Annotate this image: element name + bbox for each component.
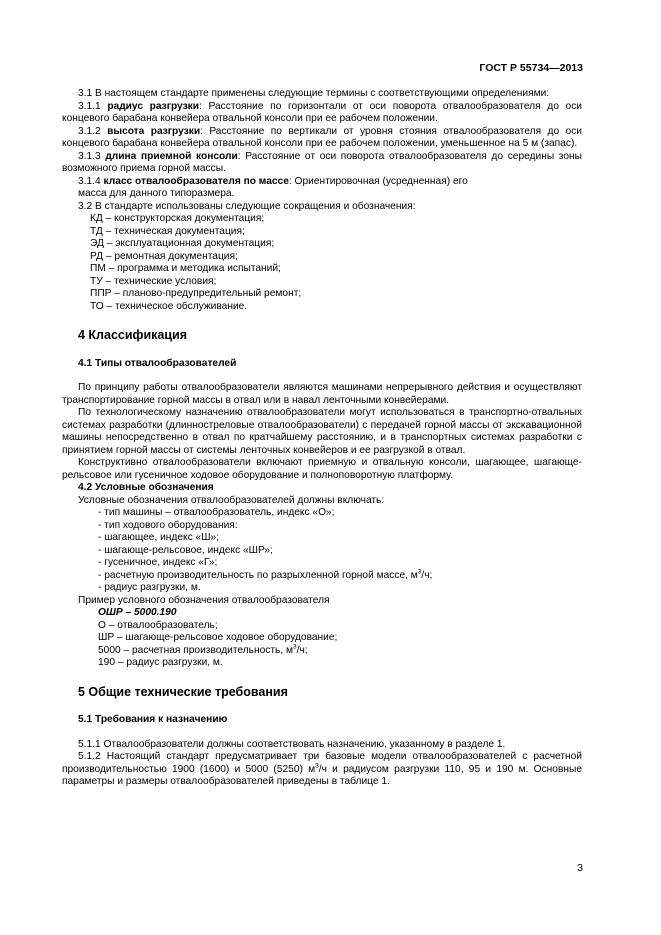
- document-id: ГОСТ Р 55734—2013: [479, 62, 583, 74]
- capacity-text: - расчетную производительность по разрыхленной горной массе, м: [98, 569, 418, 581]
- section-5-1-heading: 5.1 Требования к назначению: [78, 714, 228, 725]
- paragraph-5-1-1: 5.1.1 Отвалообразователи должны соответствовать назначению, указанному в разделе 1.: [78, 738, 506, 750]
- paragraph-text: 5.1.2 Настоящий стандарт предусматривает три базовые модели отвалообразователей с расчетной производительностью 1900 (1600) и 5000 (5250) м: [62, 751, 582, 775]
- paragraph-4-2-intro: Условные обозначения отвалообразователей должны включать:: [78, 494, 385, 506]
- example-item: О – отвалообразователь;: [98, 619, 218, 631]
- term-3-1-4: [62, 176, 582, 189]
- term-3-1-3: [62, 151, 582, 176]
- section-5-heading: 5 Общие технические требования: [78, 684, 288, 699]
- term-name: радиус разгрузки: [107, 100, 200, 112]
- designation-item-capacity: [98, 570, 582, 583]
- term-definition: : Расстояние по горизонтали от оси поворота отвалообразователя до оси концевого барабана конвейера отвальной консоли при ее рабочем положении.: [62, 100, 582, 124]
- abbreviation-item: КД – конструкторская документация;: [90, 213, 265, 224]
- paragraph-4-1-b: По технологическому назначению отвалообразователи могут использоваться в транспортно-отвальных системах разработки (длинностреловые отвалообразователи) с передачей горной массы от экскавационной машины непосредственно в отвал по кратчайшему расстоянию, и в транспортных системах разработки с принятием горной массы от системы ленточных конвейеров и ее разгрузкой в отвал.: [62, 407, 582, 456]
- section-4-1-heading: 4.1 Типы отвалообразователей: [78, 357, 237, 369]
- designation-item-radius: - радиус разгрузки, м.: [98, 582, 201, 593]
- abbreviation-item: ППР – планово-предупредительный ремонт;: [90, 288, 302, 299]
- designation-item: - шагающе-рельсовое, индекс «ШР»;: [98, 544, 273, 556]
- abbreviation-item: ЭД – эксплуатационная документация;: [90, 238, 275, 249]
- designation-item: - тип ходового оборудования:: [98, 519, 238, 531]
- abbreviation-item: ПМ – программа и методика испытаний;: [90, 263, 281, 274]
- designation-item: - тип машины – отвалообразователь, индекс «О»;: [98, 507, 335, 518]
- example-item-capacity: [98, 645, 582, 658]
- term-3-1-1: [62, 101, 582, 126]
- superscript: 3: [292, 643, 297, 651]
- term-number: 3.1.4: [78, 175, 104, 187]
- term-3-1-2: [62, 126, 582, 151]
- superscript: 3: [315, 762, 319, 770]
- term-number: 3.1.2: [78, 125, 108, 137]
- designation-list: [62, 507, 582, 595]
- superscript: 3: [417, 568, 422, 576]
- designation-item: - шагающее, индекс «Ш»;: [98, 532, 220, 543]
- abbreviation-item: РД – ремонтная документация;: [90, 250, 238, 262]
- page-content: [62, 88, 582, 789]
- abbreviation-list: [62, 213, 582, 313]
- designation-item: - гусеничное, индекс «Г»;: [98, 557, 218, 568]
- capacity-text: 5000 – расчетная производительность, м: [98, 644, 293, 656]
- paragraph-5-1-2: [62, 751, 582, 789]
- term-3-1-4-continued: масса для данного типоразмера.: [78, 188, 235, 199]
- paragraph-text-continued: /ч и радиусом разгрузки 110, 95 и 190 м. Основные параметры и размеры отвалообразователей приведены в таблице 1.: [62, 763, 582, 787]
- term-definition: : Ориентировочная (усредненная) его: [288, 175, 468, 187]
- example-list: [62, 620, 582, 670]
- capacity-unit: /ч;: [421, 569, 433, 581]
- capacity-unit: /ч;: [296, 644, 308, 656]
- paragraph-4-1-c: Конструктивно отвалообразователи включают приемную и отвальную консоли, шагающее, шагающе-рельсовое или гусеничное ходовое оборудование и полноповоротную платформу.: [62, 457, 582, 481]
- term-number: 3.1.1: [78, 100, 108, 112]
- term-definition: : Расстояние по вертикали от уровня стояния отвалообразователя до оси концевого барабана конвейера отвальной консоли при ее рабочем положении, уменьшенное на 5 м (запас).: [62, 125, 582, 149]
- section-4-heading: 4 Классификация: [78, 328, 188, 342]
- example-item: ШР – шагающе-рельсовое ходовое оборудование;: [98, 632, 338, 643]
- term-name: высота разгрузки: [107, 125, 201, 137]
- page-number: 3: [577, 862, 583, 874]
- term-definition: : Расстояние от оси поворота отвалообразователя до середины зоны возможного приема горной массы.: [62, 150, 582, 174]
- section-4-2-heading: 4.2 Условные обозначения: [78, 482, 214, 493]
- paragraph-3-2: 3.2 В стандарте использованы следующие сокращения и обозначения:: [78, 200, 416, 212]
- term-name: длина приемной консоли: [105, 150, 238, 162]
- paragraph-4-1-a: По принципу работы отвалообразователи являются машинами непрерывного действия и осуществляют транспортирование горной массы в отвал или в навал ленточными конвейерами.: [62, 382, 582, 406]
- term-name: класс отвалообразователя по массе: [103, 175, 289, 187]
- paragraph-3-1: 3.1 В настоящем стандарте применены следующие термины с соответствующими определениями:: [78, 88, 550, 99]
- abbreviation-item: ТО – техническое обслуживание.: [90, 300, 248, 312]
- term-number: 3.1.3: [78, 150, 106, 162]
- abbreviation-item: ТУ – технические условия;: [90, 275, 217, 287]
- example-code: ОШР – 5000.190: [98, 607, 177, 618]
- example-intro: Пример условного обозначения отвалообразователя: [78, 594, 330, 606]
- example-item-radius: 190 – радиус разгрузки, м.: [98, 657, 223, 668]
- abbreviation-item: ТД – техническая документация;: [90, 225, 245, 237]
